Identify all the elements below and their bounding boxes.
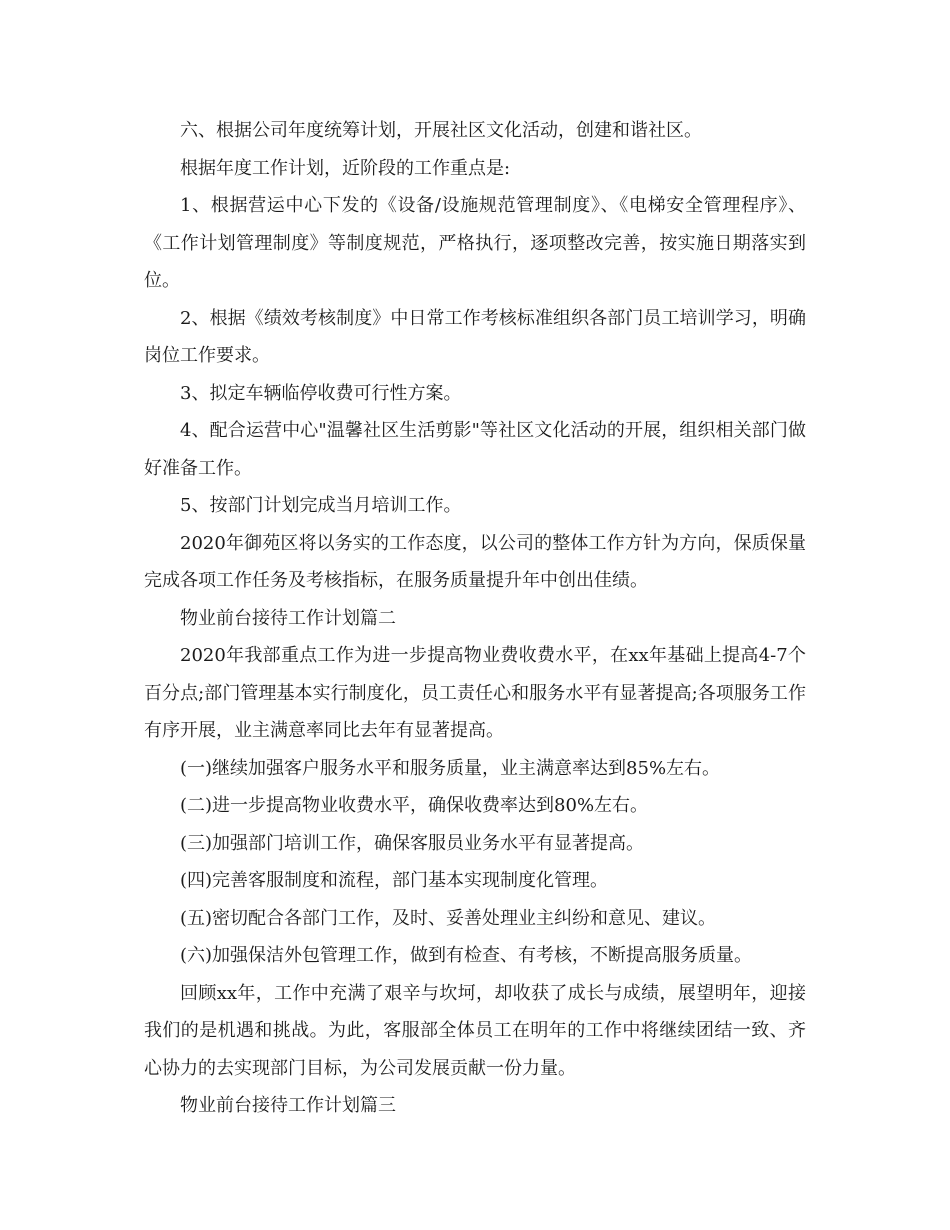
section-heading-plan-3: 物业前台接待工作计划篇三	[180, 1095, 396, 1116]
list-item-2: (二)进一步提高物业收费水平，确保收费率达到80%左右。	[180, 795, 649, 816]
paragraph-focus-2: 2、根据《绩效考核制度》中日常工作考核标准组织各部门员工培训学习，明确岗位工作要求。	[144, 307, 806, 366]
paragraph-2020-key-work: 2020年我部重点工作为进一步提高物业费收费水平，在xx年基础上提高4-7个百分点;部门管理基本实行制度化，员工责任心和服务水平有显著提高;各项服务工作有序开展，业主满意率同比去年有显著提高。	[144, 645, 806, 741]
paragraph-focus-4: 4、配合运营中心"温馨社区生活剪影"等社区文化活动的开展，组织相关部门做好准备工作。	[144, 420, 806, 479]
list-item-3: (三)加强部门培训工作，确保客服员业务水平有显著提高。	[180, 832, 645, 854]
paragraph-work-focus-intro: 根据年度工作计划，近阶段的工作重点是:	[180, 157, 511, 179]
list-item-1: (一)继续加强客户服务水平和服务质量，业主满意率达到85%左右。	[180, 757, 721, 779]
document-body	[144, 112, 806, 1125]
paragraph-2020-goal: 2020年御苑区将以务实的工作态度，以公司的整体工作方针为方向，保质保量完成各项工作任务及考核指标，在服务质量提升年中创出佳绩。	[144, 532, 806, 591]
section-heading-plan-2: 物业前台接待工作计划篇二	[180, 607, 396, 629]
list-item-4: (四)完善客服制度和流程，部门基本实现制度化管理。	[180, 870, 609, 891]
paragraph-review: 回顾xx年，工作中充满了艰辛与坎坷，却收获了成长与成绩，展望明年，迎接我们的是机遇和挑战。为此，客服部全体员工在明年的工作中将继续团结一致、齐心协力的去实现部门目标，为公司发展贡献一份力量。	[144, 982, 806, 1079]
paragraph-focus-3: 3、拟定车辆临停收费可行性方案。	[180, 382, 462, 404]
paragraph-focus-5: 5、按部门计划完成当月培训工作。	[180, 495, 462, 516]
paragraph-focus-1: 1、根据营运中心下发的《设备/设施规范管理制度》、《电梯安全管理程序》、《工作计划管理制度》等制度规范，严格执行，逐项整改完善，按实施日期落实到位。	[144, 195, 806, 291]
list-item-6: (六)加强保洁外包管理工作，做到有检查、有考核，不断提高服务质量。	[180, 945, 753, 966]
paragraph-6-community-activities: 六、根据公司年度统筹计划，开展社区文化活动，创建和谐社区。	[180, 120, 702, 141]
list-item-5: (五)密切配合各部门工作，及时、妥善处理业主纠纷和意见、建议。	[180, 907, 717, 929]
